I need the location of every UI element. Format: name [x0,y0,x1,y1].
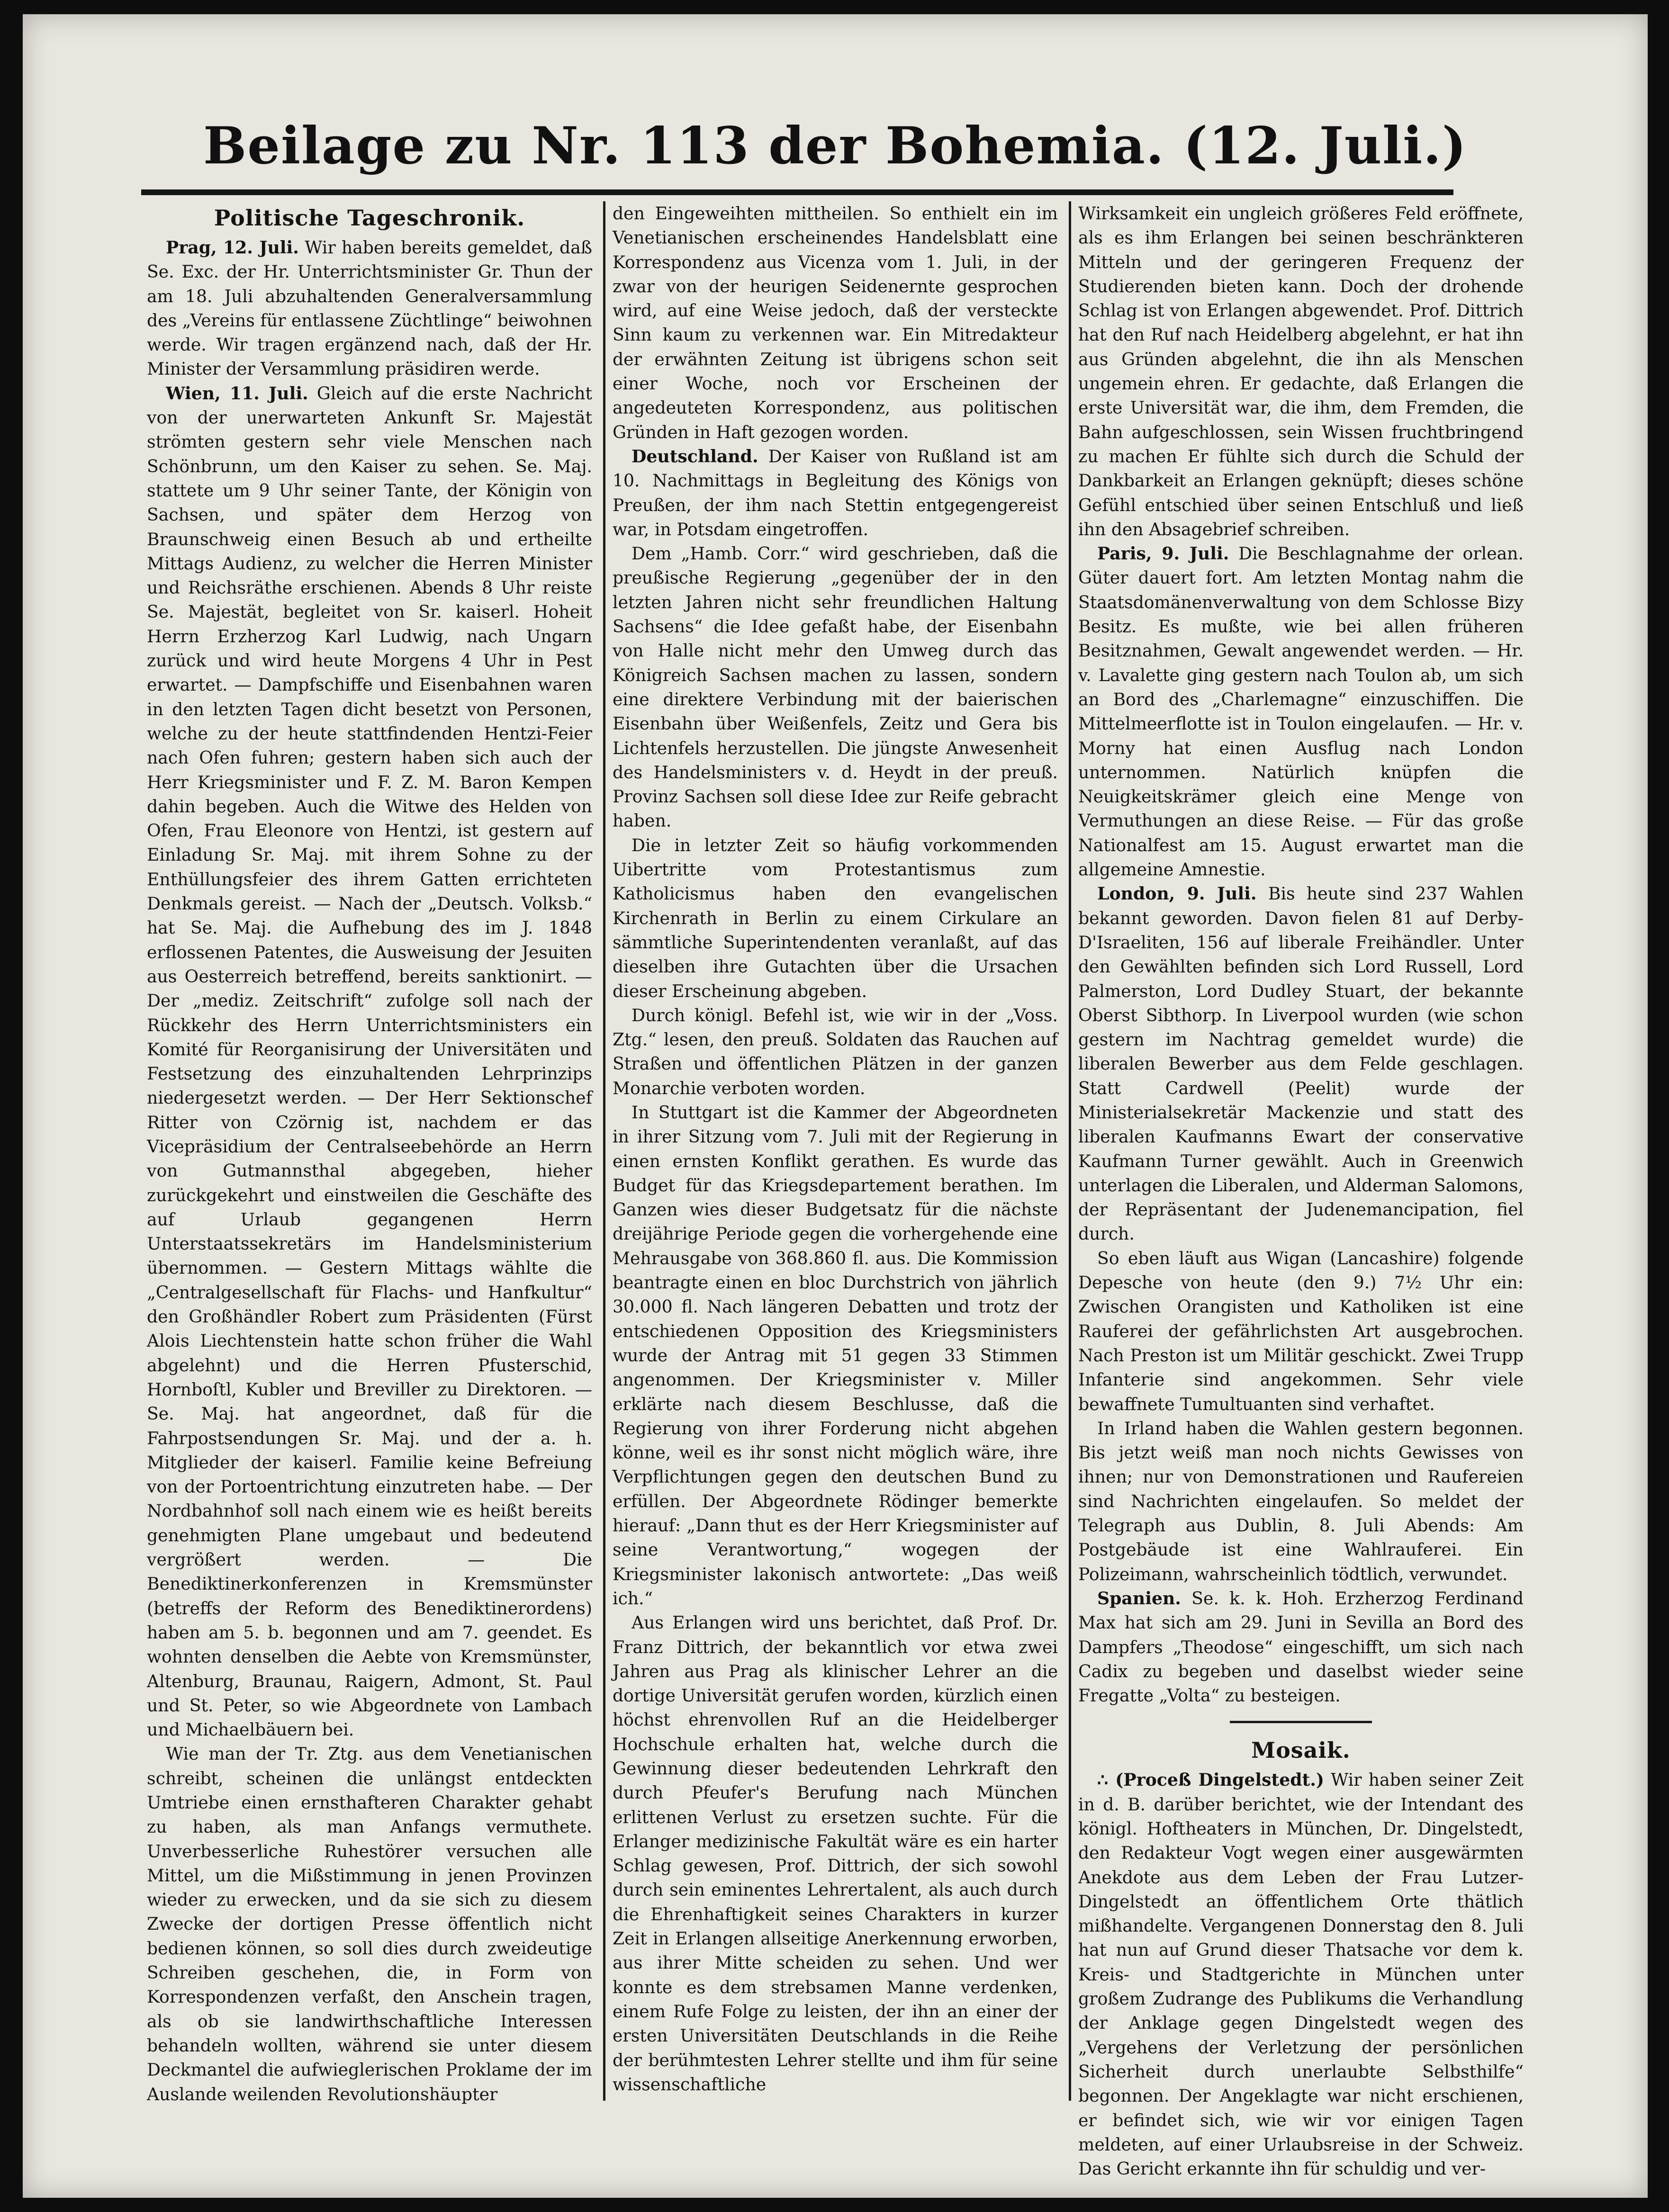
article-text: Die in letzter Zeit so häufig vorkommenden Uibertritte vom Protestantismus zum Katholicismus haben den evangelischen Kirchenrath in Berlin zu einem Cirkulare an sämmtliche Superintendenten veranlaßt, auf das dieselben ihre Gutachten über die Ursachen dieser Erscheinung abgeben. [613,835,1058,1001]
dateline: Prag, 12. Juli. [166,237,299,258]
article-venetian [147,1742,592,2106]
newspaper-page [23,14,1648,2198]
article-text: In Irland haben die Wahlen gestern begonnen. Bis jetzt weiß man noch nichts Gewisses von ihnen; nur von Demonstrationen und Raufereien sind Nachrichten eingelaufen. So meldet der Telegraph aus Dublin, 8. Juli Abends: Am Postgebäude ist eine Wahlrauferei. Ein Polizeimann, wahrscheinlich tödtlich, verwundet. [1078,1418,1524,1584]
article-text: Gleich auf die erste Nachricht von der unerwarteten Ankunft Sr. Majestät strömten gestern sehr viele Menschen nach Schönbrunn, um den Kaiser zu sehen. Se. Maj. stattete um 9 Uhr seiner Tante, der Königin von Sachsen, und später dem Herzog von Braunschweig einen Besuch ab und ertheilte Mittags Audienz, zu welcher die Herren Minister und Reichsräthe erschienen. Abends 8 Uhr reiste Se. Majestät, begleitet von Sr. kaiserl. Hoheit Herrn Erzherzog Karl Ludwig, nach Ungarn zurück und wird heute Morgens 4 Uhr in Pest erwartet. — Dampfschiffe und Eisenbahnen waren in den letzten Tagen dicht besetzt von Personen, welche zu der heute stattfindenden Hentzi-Feier nach Ofen fuhren; gestern haben sich auch der Herr Kriegsminister und F. Z. M. Baron Kempen dahin begeben. Auch die Witwe des Helden von Ofen, Frau Eleonore von Hentzi, ist gestern auf Einladung Sr. Maj. mit ihrem Sohne zu der Enthüllungsfeier des ihrem Gatten errichteten Denkmals gereist. — Nach der „Deutsch. Volksb.“ hat Se. Maj. die Aufhebung des im J. 1848 erflossenen Patentes, die Ausweisung der Jesuiten aus Oesterreich betreffend, bereits sanktionirt. — Der „mediz. Zeitschrift“ zufolge soll nach der Rückkehr des Herrn Unterrichtsministers ein Komité für Reorganisirung der Universitäten und Festsetzung des einzuhaltenden Lehrprinzips niedergesetzt werden. — Der Herr Sektionschef Ritter von Czörnig ist, nachdem er das Vicepräsidium der Centralseebehörde an Herrn von Gutmannsthal abgegeben, hieher zurückgekehrt und einstweilen die Geschäfte des auf Urlaub gegangenen Herrn Unterstaatssekretärs im Handelsministerium übernommen. — Gestern Mittags wählte die „Centralgesellschaft für Flachs- und Hanfkultur“ den Großhändler Robert zum Präsidenten (Fürst Alois Liechtenstein hatte schon früher die Wahl abgelehnt) und die Herren Pfusterschid, Hornboſtl, Kubler und Breviller zu Direktoren. — Se. Maj. hat angeordnet, daß für die Fahrpostsendungen Sr. Maj. und der a. h. Mitglieder der kaiserl. Familie keine Befreiung von der Portoentrichtung einzutreten habe. — Der Nordbahnhof soll nach einem wie es heißt bereits genehmigten Plane umgebaut und bedeutend vergrößert werden. — Die Benediktinerkonferenzen in Kremsmünster (betreffs der Reform des Benediktinerordens) haben am 5. b. begonnen und am 7. geendet. Es wohnten denselben die Aebte von Kremsmünster, Altenburg, Braunau, Raigern, Admont, St. Paul und St. Peter, so wie Abgeordnete von Lambach und Michaelbäuern bei. [147,383,592,1740]
dateline: Deutschland. [632,446,758,467]
article-text: Die Beschlagnahme der orlean. Güter dauert fort. Am letzten Montag nahm die Staatsdomänenverwaltung von dem Schlosse Bizy Besitz. Es mußte, wie bei allen früheren Besitznahmen, Gewalt angewendet werden. — Hr. v. Lavalette ging gestern nach Toulon ab, um sich an Bord des „Charlemagne“ einzuschiffen. Die Mittelmeerflotte ist in Toulon eingelaufen. — Hr. v. Morny hat einen Ausflug nach London unternommen. Natürlich knüpfen die Neuigkeitskrämer gleich eine Menge von Vermuthungen an diese Reise. — Für das große Nationalfest am 15. August erwartet man die allgemeine Amnestie. [1078,543,1524,880]
masthead-rule [141,189,1453,195]
article-paris [1078,541,1524,881]
section-heading-mosaik: Mosaik. [1251,1737,1351,1763]
column-middle [613,201,1058,2101]
article-rauchen [613,1003,1058,1100]
article-prag [147,235,592,381]
article-erlangen-cont [1078,201,1524,541]
article-text: Durch königl. Befehl ist, wie wir in der „Voss. Ztg.“ lesen, den preuß. Soldaten das Rauchen auf Straßen und öffentlichen Plätzen in der ganzen Monarchie verboten worden. [613,1005,1058,1098]
article-text: Wirksamkeit ein ungleich größeres Feld eröffnete, als es ihm Erlangen bei seinen beschränkteren Mitteln und der geringeren Frequenz der Studierenden bieten kann. Doch der drohende Schlag ist von Erlangen abgewendet. Prof. Dittrich hat den Ruf nach Heidelberg abgelehnt, er hat ihn aus Gründen abgelehnt, die ihn als Menschen ungemein ehren. Er gedachte, daß Erlangen die erste Universität war, die ihm, dem Fremden, die Bahn aufgeschlossen, sein Wissen fruchtbringend zu machen Er fühlte sich durch die Schuld der Dankbarkeit an Erlangen geknüpft; dieses schöne Gefühl entschied über seinen Entschluß und ließ ihn den Absagebrief schreiben. [1078,203,1524,540]
article-text: So eben läuft aus Wigan (Lancashire) folgende Depesche von heute (den 9.) 7½ Uhr ein: Zwischen Orangisten und Katholiken ist eine Rauferei der gefährlichsten Art ausgebrochen. Nach Preston ist um Militär geschickt. Zwei Trupp Infanterie sind angekommen. Sehr viele bewaffnete Tumultuanten sind verhaftet. [1078,1248,1524,1414]
dateline: ∴ (Proceß Dingelstedt.) [1097,1770,1324,1790]
article-erlangen [613,1610,1058,2096]
article-text: Wir haben seiner Zeit in d. B. darüber berichtet, wie der Intendant des königl. Hoftheaters in München, Dr. Dingelstedt, den Redakteur Vogt wegen einer ausgewärmten Anekdote aus dem Leben der Frau Lutzer-Dingelstedt an öffentlichem Orte thätlich mißhandelte. Vergangenen Donnerstag den 8. Juli hat nun auf Grund dieser Thatsache vor dem k. Kreis- und Stadtgerichte in München unter großem Zudrange des Publikums die Verhandlung der Anklage gegen Dingelstedt wegen des „Vergehens der Verletzung der persönlichen Sicherheit durch unerlaubte Selbsthilfe“ begonnen. Der Angeklagte war nicht erschienen, er befindet sich, wie wir vor einigen Tagen meldeten, auf einer Urlaubsreise in der Schweiz. Das Gericht erkannte ihn für schuldig und ver- [1078,1770,1524,2179]
article-text: In Stuttgart ist die Kammer der Abgeordneten in ihrer Sitzung vom 7. Juli mit der Regierung in einen ernsten Konflikt gerathen. Es wurde das Budget für das Kriegsdepartement berathen. Im Ganzen wies dieser Budgetsatz für die nächste dreijährige Periode gegen die vorhergehende eine Mehrausgabe von 368.860 fl. aus. Die Kommission beantragte einen en bloc Durchstrich von jährlich 30.000 fl. Nach längeren Debatten und trotz der entschiedenen Opposition des Kriegsministers wurde der Antrag mit 51 gegen 33 Stimmen angenommen. Der Kriegsminister v. Miller erklärte nach diesem Beschlusse, daß die Regierung von ihrer Forderung nicht abgehen könne, weil es ihr sonst nicht möglich wäre, ihre Verpflichtungen gegen den deutschen Bund zu erfüllen. Der Abgeordnete Rödinger bemerkte hierauf: „Dann thut es der Herr Kriegsminister auf seine Verantwortung,“ wogegen der Kriegsminister lakonisch antwortete: „Das weiß ich.“ [613,1102,1058,1609]
dateline: London, 9. Juli. [1097,883,1257,904]
dateline: Spanien. [1097,1588,1181,1609]
article-text: Wie man der Tr. Ztg. aus dem Venetianischen schreibt, scheinen die unlängst entdeckten Umtriebe einen ernsthafteren Charakter gehabt zu haben, als man Anfangs vermuthete. Unverbesserliche Ruhestörer versuchen alle Mittel, um die Mißstimmung in jenen Provinzen wieder zu erwecken, und da sie sich zu diesem Zwecke der dortigen Presse öffentlich nicht bedienen können, so soll dies durch zweideutige Schreiben geschehen, die, in Form von Korrespondenzen verfaßt, den Anschein tragen, als ob sie landwirthschaftliche Interessen behandeln wollten, während sie unter diesem Deckmantel die aufwieglerischen Proklame der im Auslande weilenden Revolutionshäupter [147,1744,592,2104]
column-divider-1 [603,201,605,2101]
article-text: den Eingeweihten mittheilen. So enthielt ein im Venetianischen erscheinendes Handelsblatt eine Korrespondenz aus Vicenza vom 1. Juli, in der zwar von der heurigen Seidenernte gesprochen wird, auf eine Weise jedoch, daß der versteckte Sinn kaum zu verkennen war. Ein Mitredakteur der erwähnten Zeitung ist übrigens schon seit einer Woche, noch vor Erscheinen der angedeuteten Korrespondenz, aus politischen Gründen in Haft gezogen worden. [613,203,1058,442]
article-text: Der Kaiser von Rußland ist am 10. Nachmittags in Begleitung des Königs von Preußen, der ihm nach Stettin entgegengereist war, in Potsdam eingetroffen. [613,446,1058,540]
article-text: Bis heute sind 237 Wahlen bekannt geworden. Davon fielen 81 auf Derby-D'Israeliten, 156 auf liberale Freihändler. Unter den Gewählten befinden sich Lord Russell, Lord Palmerston, Lord Dudley Stuart, der bekannte Oberst Sibthorp. In Liverpool wurden (wie schon gestern im Nachtrag gemeldet wurde) die liberalen Bewerber aus dem Felde geschlagen. Statt Cardwell (Peelit) wurde der Ministerialsekretär Mackenzie und statt des liberalen Kaufmanns Ewart der conservative Kaufmann Turner gewählt. Auch in Greenwich unterlagen die Liberalen, und Alderman Salomons, der Repräsentant der Judenemancipation, fiel durch. [1078,883,1524,1244]
article-mosaik [1078,1768,1524,2181]
article-text: Dem „Hamb. Corr.“ wird geschrieben, daß die preußische Regierung „gegenüber der in den letzten Jahren nicht sehr freundlichen Haltung Sachsens“ die Idee gefaßt habe, der Eisenbahn von Halle nicht mehr den Umweg durch das Königreich Sachsen machen zu lassen, sondern eine direktere Verbindung mit der baierischen Eisenbahn über Weißenfels, Zeitz und Gera bis Lichtenfels herzustellen. Die jüngste Anwesenheit des Handelsministers v. d. Heydt in der preuß. Provinz Sachsen soll diese Idee zur Reife gebracht haben. [613,543,1058,831]
masthead-title: Beilage zu Nr. 113 der Bohemia. (12. Juli.) [203,116,1467,176]
article-london [1078,881,1524,1246]
article-wien [147,381,592,1742]
article-text: Se. k. k. Hoh. Erzherzog Ferdinand Max hat sich am 29. Juni in Sevilla an Bord des Dampfers „Theodose“ eingeschifft, um sich nach Cadix zu begeben und daselbst wieder seine Fregatte „Volta“ zu besteigen. [1078,1588,1524,1706]
article-text: Aus Erlangen wird uns berichtet, daß Prof. Dr. Franz Dittrich, der bekanntlich vor etwa zwei Jahren aus Prag als klinischer Lehrer an die dortige Universität gerufen worden, kürzlich einen höchst ehrenvollen Ruf an die Heidelberger Hochschule erhalten hat, welche durch die Gewinnung dieser bedeutenden Lehrkraft den durch Pfeufer's Berufung nach München erlittenen Verlust zu ersetzen suchte. Für die Erlanger medizinische Fakultät wäre es ein harter Schlag gewesen, Prof. Dittrich, der sich sowohl durch sein eminentes Lehrertalent, als auch durch die Ehrenhaftigkeit seines Charakters in kurzer Zeit in Erlangen allseitige Anerkennung erworben, aus ihrer Mitte scheiden zu sehen. Und wer konnte es dem strebsamen Manne verdenken, einem Rufe Folge zu leisten, der ihn an einer der ersten Universitäten Deutschlands in die Reihe der berühmtesten Lehrer stellte und ihm für seine wissenschaftliche [613,1612,1058,2095]
article-uibertritte [613,833,1058,1003]
article-wigan [1078,1246,1524,1416]
article-spanien [1078,1586,1524,1708]
article-stuttgart [613,1100,1058,1610]
article-venetian-cont [613,201,1058,444]
column-right [1078,201,1524,2179]
column-divider-2 [1069,201,1071,2101]
section-heading-politics: Politische Tageschronik. [214,205,525,231]
article-deutschland [613,444,1058,541]
column-left [147,201,592,2104]
article-hamb-corr [613,541,1058,833]
dateline: Paris, 9. Juli. [1097,543,1229,564]
section-rule [1230,1721,1372,1723]
article-irland [1078,1416,1524,1586]
article-text: Wir haben bereits gemeldet, daß Se. Exc. der Hr. Unterrichtsminister Gr. Thun der am 18. Juli abzuhaltenden Generalversammlung des „Vereins für entlassene Züchtlinge“ beiwohnen werde. Wir tragen ergänzend nach, daß der Hr. Minister der Versammlung präsidiren werde. [147,237,592,379]
dateline: Wien, 11. Juli. [166,383,308,404]
